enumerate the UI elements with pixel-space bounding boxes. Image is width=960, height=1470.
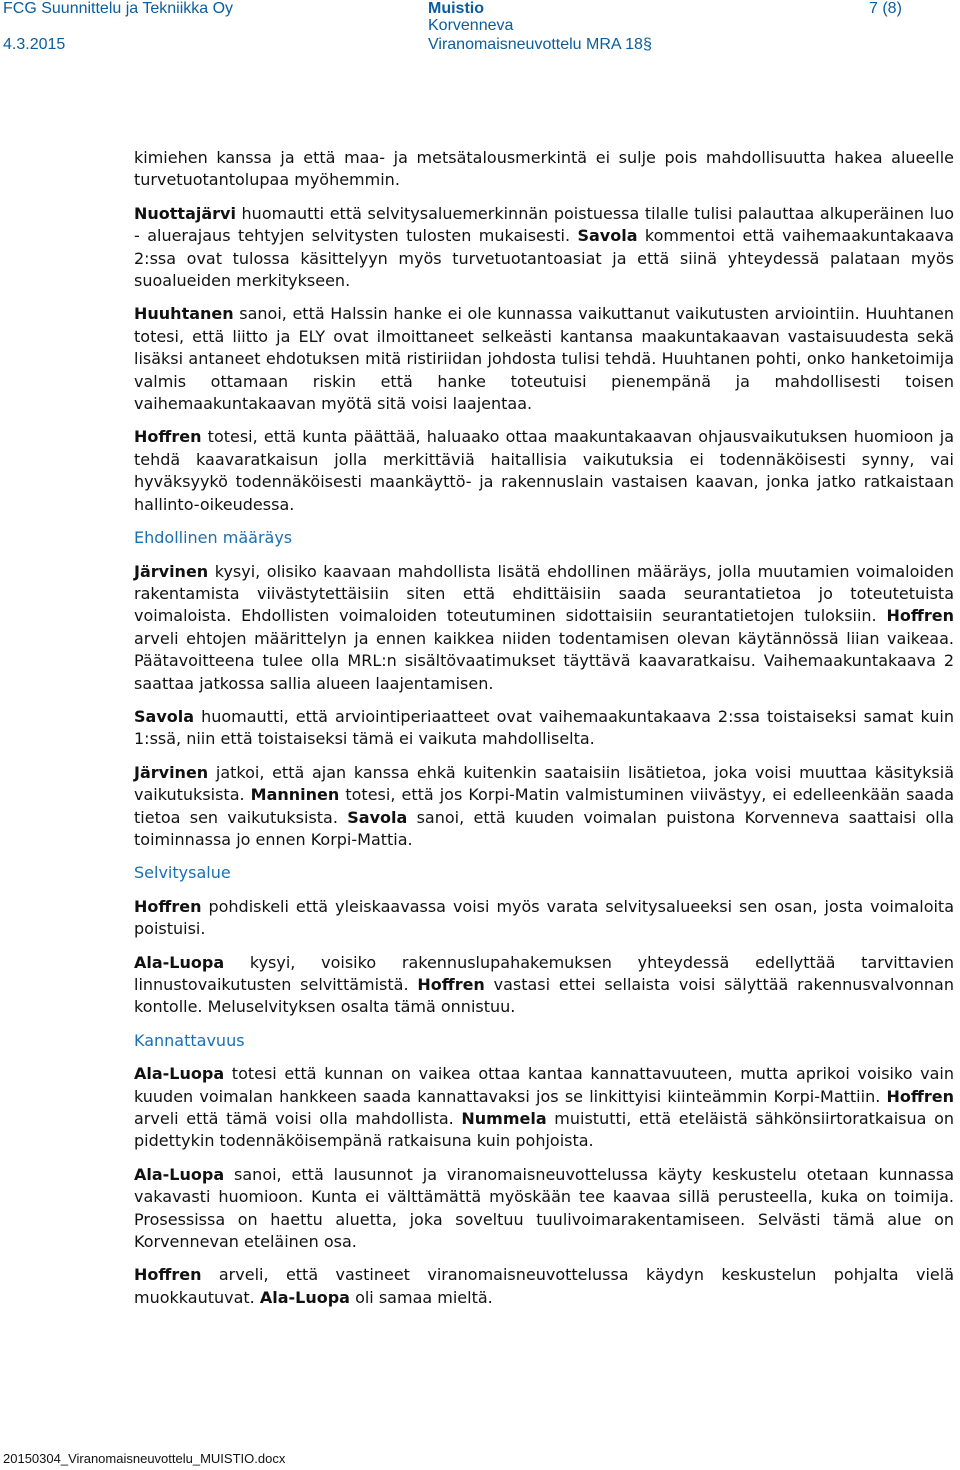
company-name: FCG Suunnittelu ja Tekniikka Oy: [3, 0, 234, 17]
speaker-name: Hoffren: [134, 1265, 202, 1285]
paragraph-text: kysyi, olisiko kaavaan mahdollista lisätä ehdollinen määräys, jolla muutamien voimaloiden rakentamista viivästytettäisiin siten että ehdittäisiin saada seurantatietoa jo toteutetuista voimaloista. Ehdollisten voimaloiden toteutuminen sidottaisiin seurantatietojen tuloksiin.: [134, 561, 954, 626]
paragraph-text: pohdiskeli että yleiskaavassa voisi myös varata selvitysalueeksi sen osan, josta voimaloita poistuisi.: [134, 896, 954, 939]
section-heading: Ehdollinen määräys: [134, 528, 293, 548]
paragraph-text: arveli ehtojen määrittelyn ja ennen kaikkea niiden todentamisen olevan käytännössä liian vaikeaa. Päätavoitteena tulee olla MRL:n sisältövaatimukset täyttävä kaavaratkaisu. Vaihemaakuntakaava 2 saattaa jatkossa sallia alueen laajentamisen.: [134, 628, 954, 693]
speaker-name: Savola: [134, 706, 195, 726]
document-title: Muistio: [428, 0, 484, 17]
speaker-name: Ala-Luopa: [259, 1287, 350, 1307]
speaker-name: Manninen: [250, 785, 340, 805]
speaker-name: Savola: [577, 226, 638, 246]
paragraph-text: totesi, että jos Korpi-Matin valmistuminen viivästyy, ei edelleenkään saada tietoa sen vaikutuksista.: [134, 785, 955, 827]
speaker-name: Savola: [347, 807, 408, 827]
paragraph: [134, 303, 954, 415]
speaker-name: Huuhtanen: [134, 304, 234, 324]
paragraph: [134, 1063, 954, 1153]
paragraph: [134, 561, 954, 695]
paragraph: [134, 706, 954, 751]
speaker-name: Nummela: [461, 1109, 547, 1129]
meeting-name: Viranomaisneuvottelu MRA 18§: [428, 36, 652, 53]
project-name: Korvenneva: [428, 17, 514, 34]
section-heading: Selvitysalue: [134, 863, 231, 883]
paragraph-text: totesi että kunnan on vaikea ottaa kantaa kannattavuuteen, mutta aprikoi voisiko vain kuuden voimalan hankkeen saada kannattavaksi jos se linkittyisi kiinteämmin Korpi-Mattiin.: [134, 1064, 954, 1106]
page-number: 7 (8): [869, 0, 902, 17]
paragraph-text: totesi, että kunta päättää, haluaako ottaa maakuntakaavan ohjausvaikutuksen huomioon ja tehdä kaavaratkaisun jolla merkittäviä haitallisia vaikutuksia ei todennäköisesti synny, vai hyväksyykö todennäköisesti maankäyttö- ja rakennuslain vastaisen kaavan, jonka jatko ratkaistaan hallinto-oikeudessa.: [134, 427, 954, 514]
paragraph: [134, 426, 954, 516]
footer-filename: 20150304_Viranomaisneuvottelu_MUISTIO.docx: [3, 1451, 286, 1466]
speaker-name: Hoffren: [134, 896, 202, 916]
speaker-name: Hoffren: [886, 1086, 954, 1106]
paragraph: [134, 203, 954, 293]
speaker-name: Järvinen: [134, 561, 209, 581]
speaker-name: Ala-Luopa: [134, 1064, 225, 1084]
page-header: [0, 0, 960, 60]
speaker-name: Hoffren: [886, 606, 954, 626]
paragraph-text: arveli, että vastineet viranomaisneuvottelussa käydyn keskustelun pohjalta vielä muokkautuvat.: [134, 1265, 954, 1307]
paragraph-text: sanoi, että lausunnot ja viranomaisneuvottelussa käyty keskustelu otetaan kunnassa vakavasti huomioon. Kunta ei välttämättä myöskään tee kaavaa sillä perusteella, kuka on toimija. Prosessissa on haettu aluetta, joka soveltuu tuulivoimarakentamiseen. Selvästi tämä alue on Korvennevan eteläinen osa.: [134, 1164, 954, 1252]
speaker-name: Nuottajärvi: [134, 203, 236, 223]
paragraph-text: kimiehen kanssa ja että maa- ja metsätalousmerkintä ei sulje pois mahdollisuutta hakea alueelle turvetuotantolupaa myöhemmin.: [134, 148, 954, 190]
paragraph: [134, 1264, 954, 1309]
paragraph-text: oli samaa mieltä.: [349, 1287, 493, 1307]
paragraph-text: arveli että tämä voisi olla mahdollista.: [134, 1109, 462, 1129]
speaker-name: Hoffren: [134, 427, 202, 447]
speaker-name: Ala-Luopa: [134, 1164, 225, 1184]
paragraph-text: muistutti, että eteläistä sähkönsiirtoratkaisua on pidettykin todennäköisempänä ratkaisuna kuin pohjoista.: [134, 1109, 955, 1151]
speaker-name: Ala-Luopa: [134, 952, 225, 972]
paragraph-text: kommentoi että vaihemaakuntakaava 2:ssa ovat tulossa käsittelyyn myös turvetuotantoasiat ja että siinä yhteydessä palataan myös suoalueiden merkitykseen.: [134, 226, 955, 291]
paragraph: [134, 1164, 954, 1254]
paragraph: [134, 952, 954, 1019]
paragraph: [134, 896, 954, 941]
paragraph-text: kysyi, voisiko rakennuslupahakemuksen yhteydessä edellyttää tarvittavien linnustovaikutusten selvittämistä.: [134, 952, 954, 994]
paragraph-text: huomautti että selvitysaluemerkinnän poistuessa tilalle tulisi palauttaa alkuperäinen luo - aluerajaus tehtyjen selvitysten tulosten mukaisesti.: [134, 203, 954, 246]
document-date: 4.3.2015: [3, 36, 66, 53]
paragraph-text: sanoi, että kuuden voimalan puistona Korvenneva saattaisi olla toiminnassa jo ennen Korpi-Mattia.: [134, 807, 955, 849]
paragraph: [134, 147, 954, 192]
paragraph-text: sanoi, että Halssin hanke ei ole kunnassa vaikuttanut vaikutusten arviointiin. Huuhtanen totesi, että liitto ja ELY ovat ilmoittaneet selkeästi kantansa maakuntakaavan vastaisuudesta sekä lisäksi antaneet ehdotuksen mitä ristiriidan johdosta tulisi tehdä. Huuhtanen pohti, onko hanketoimija valmis ottamaan riskin että hanke toteutuisi pienempänä ja mahdollisesti toisen vaihemaakuntakaavan myötä sitä voisi laajentaa.: [134, 304, 954, 414]
speaker-name: Hoffren: [417, 975, 485, 994]
section-heading: Kannattavuus: [134, 1030, 245, 1050]
paragraph: [134, 762, 954, 852]
document-body: [134, 147, 954, 1320]
paragraph-text: huomautti, että arviointiperiaatteet ovat vaihemaakuntakaava 2:ssa toistaiseksi samat kuin 1:ssä, niin että toistaiseksi tämä ei vaikuta mahdolliselta.: [134, 706, 954, 749]
speaker-name: Järvinen: [134, 762, 209, 782]
paragraph-text: jatkoi, että ajan kanssa ehkä kuitenkin saataisiin lisätietoa, joka voisi muuttaa käsityksiä vaikutuksista.: [134, 762, 954, 805]
paragraph-text: vastasi ettei sellaista voisi sälyttää rakennusvalvonnan kontolle. Meluselvityksen osalta tämä onnistuu.: [134, 975, 954, 1017]
